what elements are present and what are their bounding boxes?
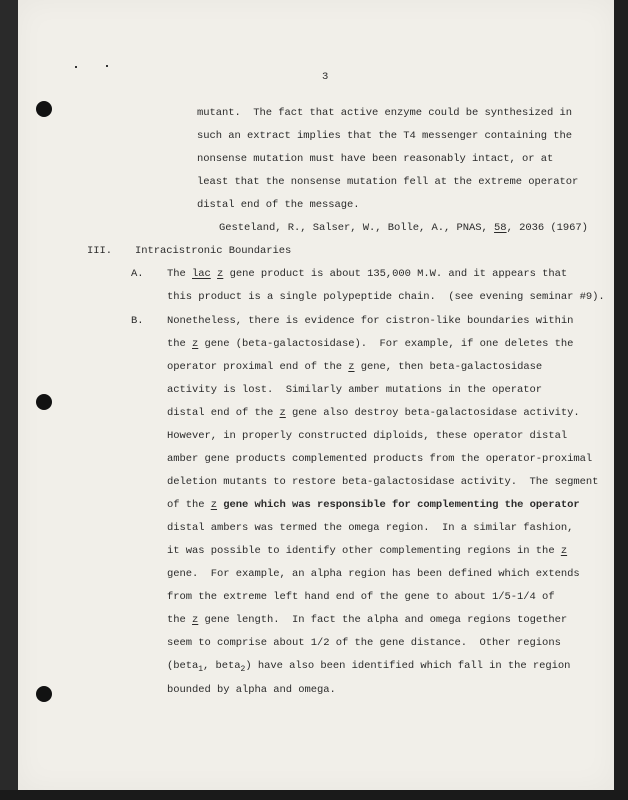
text-line: seem to comprise about 1/2 of the gene distance. Other regions xyxy=(167,637,561,649)
text-line: operator proximal end of the z gene, then beta-galactosidase xyxy=(167,361,543,373)
text-line: deletion mutants to restore beta-galactosidase activity. The segment xyxy=(167,476,599,488)
text-line: activity is lost. Similarly amber mutations in the operator xyxy=(167,384,543,396)
section-numeral: III. xyxy=(87,245,113,257)
scan-speck xyxy=(106,65,108,67)
text-line: it was possible to identify other complementing regions in the z xyxy=(167,545,568,557)
text-line: distal ambers was termed the omega region. In a similar fashion, xyxy=(167,522,574,534)
text-line: this product is a single polypeptide chain. (see evening seminar #9). xyxy=(167,291,605,303)
text-line: such an extract implies that the T4 messenger containing the xyxy=(197,130,573,142)
text-line: from the extreme left hand end of the gene to about 1/5-1/4 of xyxy=(167,591,555,603)
text-line: The lac z gene product is about 135,000 M.W. and it appears that xyxy=(167,268,568,280)
text-line: (beta$_1$, beta$_2$) have also been identified which fall in the region xyxy=(167,660,571,675)
text-line: least that the nonsense mutation fell at the extreme operator xyxy=(197,176,579,188)
text-line: the z gene (beta-galactosidase). For example, if one deletes the xyxy=(167,338,574,350)
punch-hole-top xyxy=(36,101,52,117)
text-line: However, in properly constructed diploids, these operator distal xyxy=(167,430,568,442)
punch-hole-middle xyxy=(36,394,52,410)
item-b-label: B. xyxy=(131,315,144,327)
scan-speck xyxy=(75,66,77,68)
scan-border-bottom xyxy=(0,790,628,800)
text-line: amber gene products complemented products from the operator-proximal xyxy=(167,453,593,465)
section-heading: Intracistronic Boundaries xyxy=(135,245,292,257)
text-line: nonsense mutation must have been reasonably intact, or at xyxy=(197,153,554,165)
text-line: distal end of the z gene also destroy beta-galactosidase activity. xyxy=(167,407,580,419)
text-line: gene. For example, an alpha region has been defined which extends xyxy=(167,568,580,580)
text-line: distal end of the message. xyxy=(197,199,360,211)
text-line: bounded by alpha and omega. xyxy=(167,684,336,696)
page-number: 3 xyxy=(322,71,329,83)
punch-hole-bottom xyxy=(36,686,52,702)
citation: Gesteland, R., Salser, W., Bolle, A., PNAS, 58, 2036 (1967) xyxy=(219,222,588,234)
text-line: Nonetheless, there is evidence for cistron-like boundaries within xyxy=(167,315,574,327)
text-line: of the z gene which was responsible for complementing the operator xyxy=(167,499,580,511)
item-a-label: A. xyxy=(131,268,144,280)
text-line: mutant. The fact that active enzyme could be synthesized in xyxy=(197,107,573,119)
text-line: the z gene length. In fact the alpha and omega regions together xyxy=(167,614,568,626)
scan-border-right xyxy=(614,0,628,800)
